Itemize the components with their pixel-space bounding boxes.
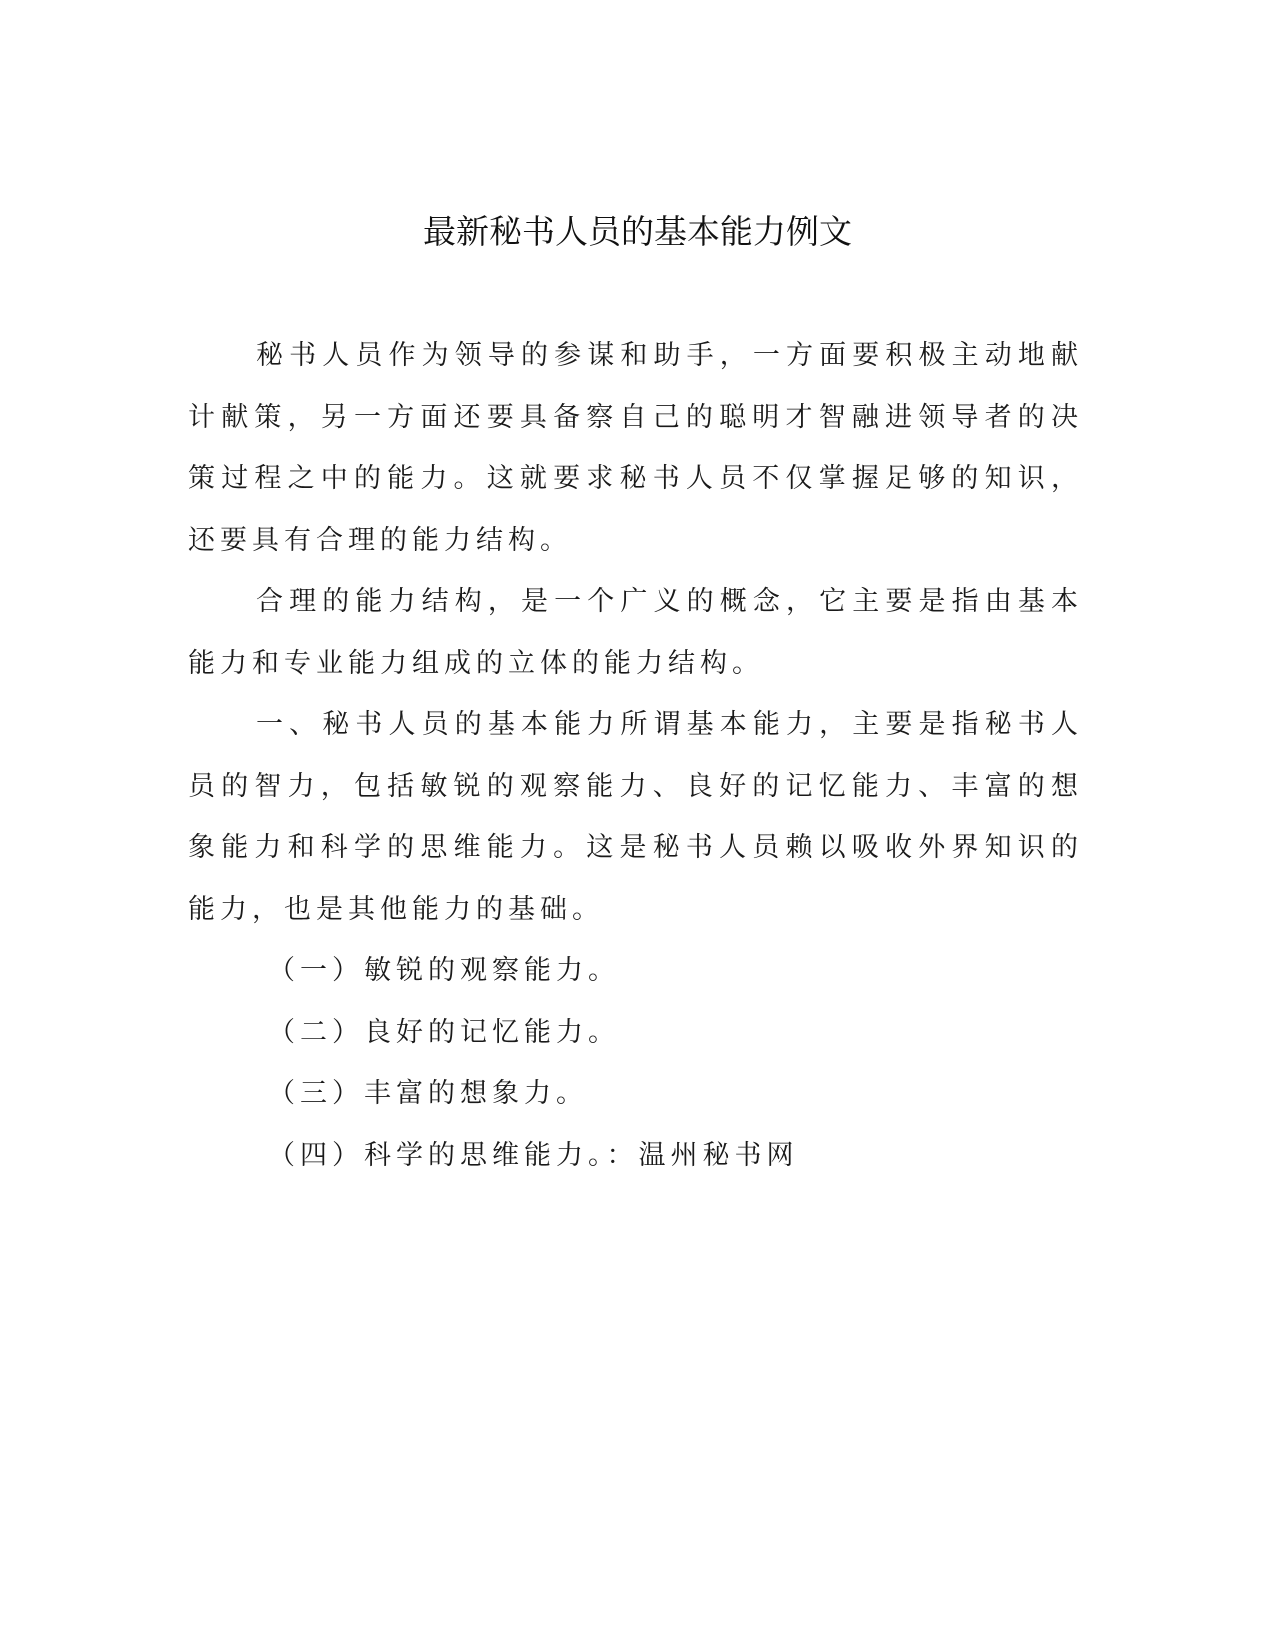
list-item-thinking: （四）科学的思维能力。：温州秘书网: [268, 1139, 799, 1171]
document-body: [188, 325, 1083, 1186]
paragraph-basic-ability: 一、秘书人员的基本能力所谓基本能力，主要是指秘书人员的智力，包括敏锐的观察能力、良好的记忆能力、丰富的想象能力和科学的思维能力。这是秘书人员赖以吸收外界知识的能力，也是其他能力的基础。: [188, 709, 1083, 925]
paragraph-structure: 合理的能力结构，是一个广义的概念，它主要是指由基本能力和专业能力组成的立体的能力结构。: [188, 586, 1083, 679]
paragraph-intro: 秘书人员作为领导的参谋和助手，一方面要积极主动地献计献策，另一方面还要具备察自己的聪明才智融进领导者的决策过程之中的能力。这就要求秘书人员不仅掌握足够的知识，还要具有合理的能力结构。: [188, 340, 1083, 556]
list-item-imagination: （三）丰富的想象力。: [268, 1078, 588, 1109]
list-item-memory: （二）良好的记忆能力。: [268, 1016, 620, 1048]
list-item-observation: （一）敏锐的观察能力。: [268, 955, 620, 986]
document-title: 最新秘书人员的基本能力例文: [423, 212, 852, 251]
